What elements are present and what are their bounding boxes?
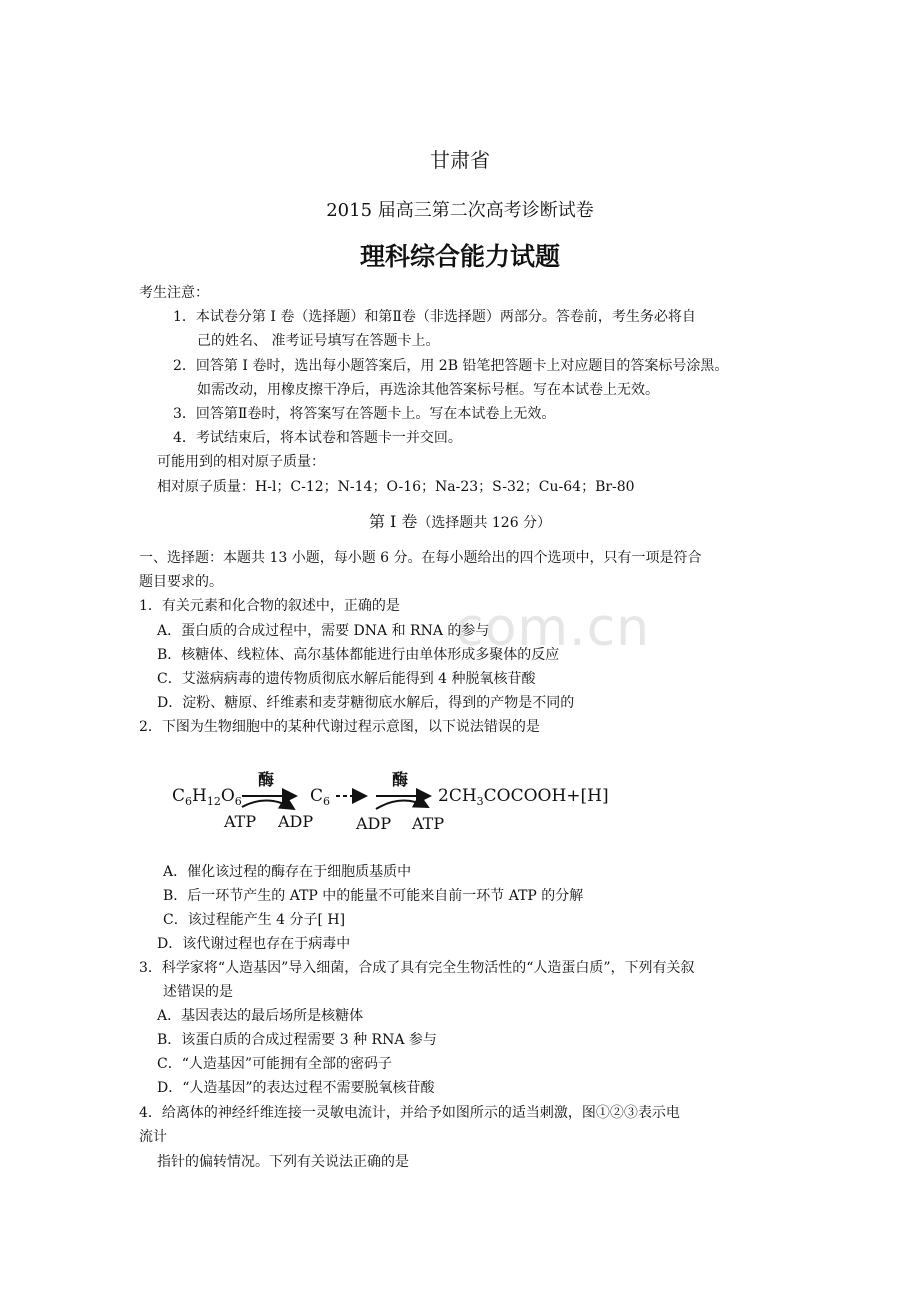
q4-stem-line-2: 流计: [139, 1129, 167, 1145]
diagram-atp-curve-1: [242, 800, 294, 809]
notice-item-1-line-2: 己的姓名、 准考证号填写在答题卡上。: [197, 333, 440, 349]
q3-option-a: A．基因表达的最后场所是核糖体: [157, 1008, 364, 1024]
q2-option-c: C．该过程能产生 4 分子[ H]: [163, 912, 346, 928]
notice-title: 考生注意：: [139, 285, 209, 301]
q2-option-a: A．催化该过程的酶存在于细胞质基质中: [163, 864, 412, 880]
section-title: [0, 512, 920, 533]
part1-instruction-line-2: 题目要求的。: [139, 574, 223, 590]
q3-option-d: D．“人造基因”的表达过程不需要脱氧核苷酸: [157, 1080, 435, 1096]
q2-option-d: D．该代谢过程也存在于病毒中: [157, 936, 351, 952]
q3-option-b: B．该蛋白质的合成过程需要 3 种 RNA 参与: [157, 1032, 437, 1048]
atomic-mass-values: 相对原子质量：H-l；C-12；N-14；O-16；Na-23；S-32；Cu-64；Br-80: [157, 479, 635, 495]
notice-item-3: 3．回答第Ⅱ卷时，将答案写在答题卡上。写在本试卷上无效。: [173, 406, 556, 422]
notice-item-4: 4．考试结束后，将本试卷和答题卡一并交回。: [173, 430, 462, 446]
diagram-atp-2: ATP: [412, 814, 445, 833]
subject-title: 理科综合能力试题: [359, 242, 560, 271]
diagram-product: $2CH_3COCOOH+[H]$: [438, 786, 609, 808]
section-title-sub: （选择题共 126 分）: [417, 515, 552, 531]
q2-stem: 2．下图为生物细胞中的某种代谢过程示意图，以下说法错误的是: [139, 719, 540, 735]
q1-option-d: D．淀粉、糖原、纤维素和麦芽糖彻底水解后，得到的产物是不同的: [157, 695, 575, 711]
notice-item-2-line-1: 2．回答第 I 卷时，选出每小题答案后，用 2B 铅笔把答题卡上对应题目的答案标号涂黑。: [173, 358, 729, 374]
q4-stem-line-3: 指针的偏转情况。下列有关说法正确的是: [157, 1154, 409, 1170]
notice-item-2-line-2: 如需改动，用橡皮擦干净后，再选涂其他答案标号框。写在本试卷上无效。: [197, 382, 659, 398]
q3-stem-line-1: 3．科学家将“人造基因”导入细菌，合成了具有完全生物活性的“人造蛋白质”，下列有关叙: [139, 960, 695, 976]
q1-stem: 1．有关元素和化合物的叙述中，正确的是: [139, 598, 400, 614]
province-title: 甘肃省: [430, 148, 490, 172]
metabolism-diagram: [170, 765, 620, 840]
q3-stem-line-2: 述错误的是: [163, 984, 233, 1000]
atomic-mass-intro: 可能用到的相对原子质量：: [157, 454, 325, 470]
watermark: com.cn: [455, 598, 651, 658]
q4-stem-line-1: 4．给离体的神经纤维连接一灵敏电流计，并给予如图所示的适当刺激，图①②③表示电: [139, 1105, 680, 1121]
q1-option-a: A．蛋白质的合成过程中，需要 DNA 和 RNA 的参与: [157, 623, 490, 639]
diagram-reactant: $C_6H_{12}O_6$: [172, 786, 242, 808]
q1-option-c: C．艾滋病病毒的遗传物质彻底水解后能得到 4 种脱氧核苷酸: [157, 671, 536, 687]
diagram-intermediate: $C_6$: [310, 786, 331, 808]
q1-option-b: B．核糖体、线粒体、高尔基体都能进行由单体形成多聚体的反应: [157, 647, 560, 663]
diagram-adp-1: ADP: [278, 812, 314, 831]
part1-instruction-line-1: 一、选择题：本题共 13 小题，每小题 6 分。在每小题给出的四个选项中，只有一项是符合: [139, 550, 702, 566]
diagram-atp-curve-2: [376, 800, 428, 809]
exam-name: 2015 届高三第二次高考诊断试卷: [326, 200, 594, 221]
diagram-enzyme-1: 酶: [258, 770, 275, 789]
section-title-main: 第 I 卷: [368, 512, 418, 531]
diagram-atp-1: ATP: [224, 812, 257, 831]
q2-option-b: B．后一环节产生的 ATP 中的能量不可能来自前一环节 ATP 的分解: [163, 888, 584, 904]
q3-option-c: C．“人造基因”可能拥有全部的密码子: [157, 1056, 393, 1072]
diagram-enzyme-2: 酶: [392, 770, 409, 789]
diagram-adp-2: ADP: [356, 814, 392, 833]
notice-item-1-line-1: 1．本试卷分第 I 卷（选择题）和第Ⅱ卷（非选择题）两部分。答卷前，考生务必将自: [173, 309, 696, 325]
